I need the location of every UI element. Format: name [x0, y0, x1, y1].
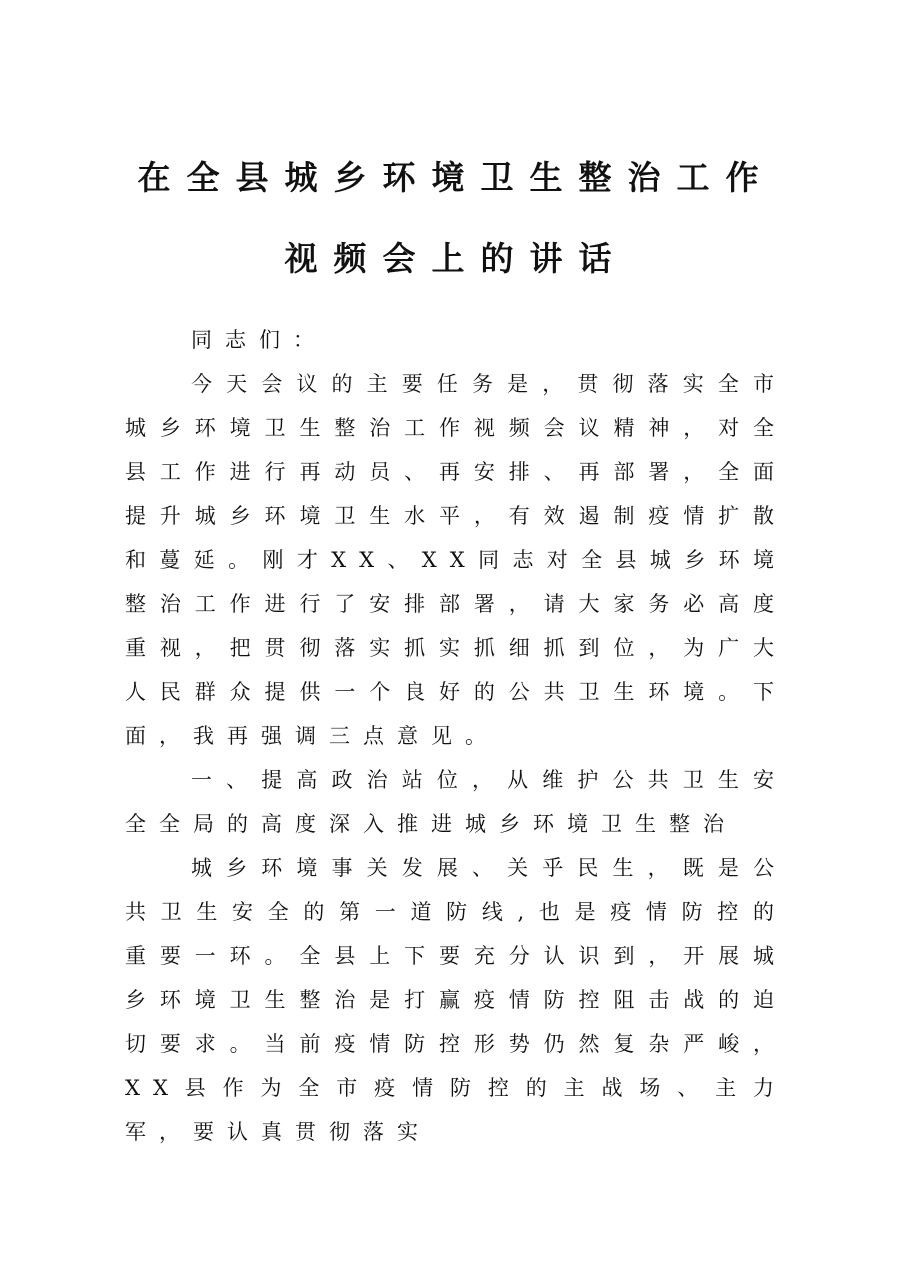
paragraph-section-1: 城乡环境事关发展、关乎民生，既是公共卫生安全的第一道防线,也是疫情防控的重要一环。全县上下要充分认识到，开展城乡环境卫生整治是打赢疫情防控阻击战的迫切要求。当前疫情防控形势仍然复杂严峻，XX县作为全市疫情防控的主战场、主力军，要认真贯彻落实 — [125, 856, 787, 1144]
salutation: 同志们： — [191, 328, 327, 352]
document-title-line-2: 视频会上的讲话 — [284, 239, 628, 278]
document-title-line-1: 在全县城乡环境卫生整治工作 — [137, 158, 775, 197]
document-body — [125, 318, 787, 1154]
paragraph-intro: 今天会议的主要任务是，贯彻落实全市城乡环境卫生整治工作视频会议精神，对全县工作进行再动员、再安排、再部署，全面提升城乡环境卫生水平，有效遏制疫情扩散和蔓延。刚才XX、XX同志对全县城乡环境整治工作进行了安排部署，请大家务必高度重视，把贯彻落实抓实抓细抓到位，为广大人民群众提供一个良好的公共卫生环境。下面，我再强调三点意见。 — [125, 372, 787, 748]
section-heading-1: 一、提高政治站位，从维护公共卫生安全全局的高度深入推进城乡环境卫生整治 — [125, 768, 787, 836]
